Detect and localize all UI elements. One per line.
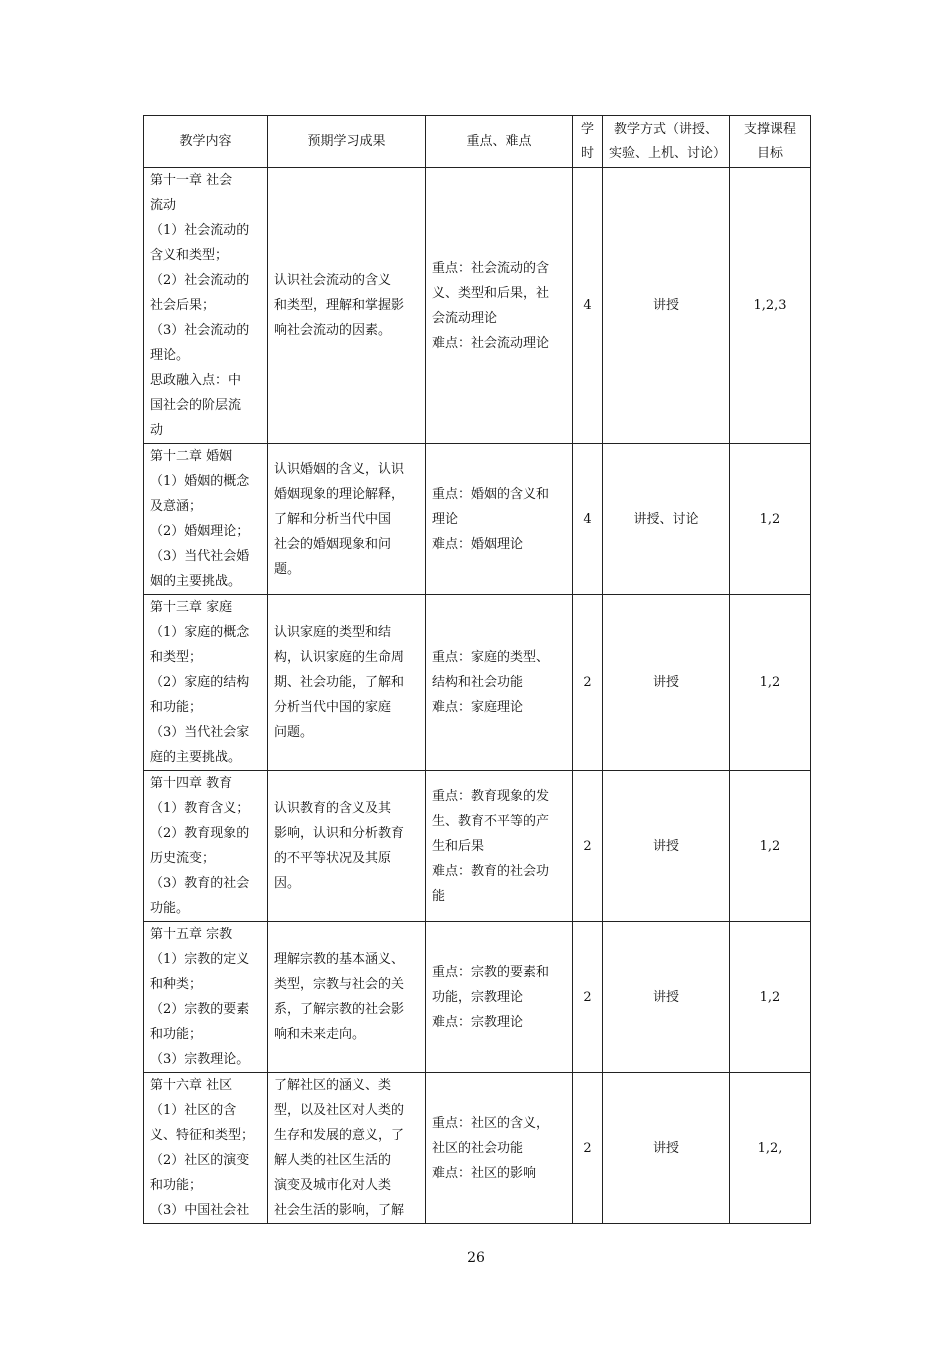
- cell-focus: 重点：社会流动的含 义、类型和后果，社 会流动理论 难点：社会流动理论: [426, 168, 573, 444]
- cell-method: 讲授: [603, 771, 730, 922]
- header-focus: 重点、难点: [426, 116, 573, 168]
- table-row: [144, 1073, 811, 1224]
- table-row: [144, 444, 811, 595]
- cell-content: 第十四章 教育 （1）教育含义； （2）教育现象的 历史流变； （3）教育的社会 功能。: [144, 771, 268, 922]
- cell-focus: 重点：家庭的类型、 结构和社会功能 难点：家庭理论: [426, 595, 573, 771]
- cell-hours: 2: [573, 771, 603, 922]
- cell-method: 讲授: [603, 168, 730, 444]
- cell-content: 第十六章 社区 （1）社区的含 义、特征和类型； （2）社区的演变 和功能； （3）中国社会社: [144, 1073, 268, 1224]
- table-row: [144, 922, 811, 1073]
- cell-target: 1,2: [730, 595, 811, 771]
- cell-hours: 2: [573, 922, 603, 1073]
- cell-outcome: 了解社区的涵义、类 型，以及社区对人类的 生存和发展的意义，了 解人类的社区生活的 演变及城市化对人类 社会生活的影响，了解: [268, 1073, 426, 1224]
- cell-content: 第十二章 婚姻 （1）婚姻的概念 及意涵； （2）婚姻理论； （3）当代社会婚 姻的主要挑战。: [144, 444, 268, 595]
- header-hours: 学 时: [573, 116, 603, 168]
- syllabus-table: [143, 115, 811, 1224]
- table-header-row: [144, 116, 811, 168]
- cell-outcome: 认识教育的含义及其 影响，认识和分析教育 的不平等状况及其原 因。: [268, 771, 426, 922]
- cell-target: 1,2,: [730, 1073, 811, 1224]
- cell-target: 1,2,3: [730, 168, 811, 444]
- cell-hours: 2: [573, 595, 603, 771]
- cell-outcome: 认识婚姻的含义，认识 婚姻现象的理论解释， 了解和分析当代中国 社会的婚姻现象和问 题。: [268, 444, 426, 595]
- cell-focus: 重点：宗教的要素和 功能，宗教理论 难点：宗教理论: [426, 922, 573, 1073]
- header-target: 支撑课程 目标: [730, 116, 811, 168]
- cell-outcome: 认识社会流动的含义 和类型，理解和掌握影 响社会流动的因素。: [268, 168, 426, 444]
- cell-hours: 4: [573, 444, 603, 595]
- header-content: 教学内容: [144, 116, 268, 168]
- cell-focus: 重点：社区的含义， 社区的社会功能 难点：社区的影响: [426, 1073, 573, 1224]
- table-row: [144, 771, 811, 922]
- header-outcome: 预期学习成果: [268, 116, 426, 168]
- cell-outcome: 认识家庭的类型和结 构，认识家庭的生命周 期、社会功能，了解和 分析当代中国的家庭 问题。: [268, 595, 426, 771]
- table-row: [144, 595, 811, 771]
- cell-hours: 4: [573, 168, 603, 444]
- table-row: [144, 168, 811, 444]
- cell-focus: 重点：婚姻的含义和 理论 难点：婚姻理论: [426, 444, 573, 595]
- cell-method: 讲授: [603, 595, 730, 771]
- cell-content: 第十五章 宗教 （1）宗教的定义 和种类； （2）宗教的要素 和功能； （3）宗教理论。: [144, 922, 268, 1073]
- cell-content: 第十三章 家庭 （1）家庭的概念 和类型； （2）家庭的结构 和功能； （3）当代社会家 庭的主要挑战。: [144, 595, 268, 771]
- cell-target: 1,2: [730, 771, 811, 922]
- cell-target: 1,2: [730, 922, 811, 1073]
- cell-focus: 重点：教育现象的发 生、教育不平等的产 生和后果 难点：教育的社会功 能: [426, 771, 573, 922]
- header-method: 教学方式（讲授、 实验、上机、讨论）: [603, 116, 730, 168]
- cell-hours: 2: [573, 1073, 603, 1224]
- page-number: 26: [467, 1250, 485, 1266]
- cell-content: 第十一章 社会 流动 （1）社会流动的 含义和类型； （2）社会流动的 社会后果； （3）社会流动的 理论。 思政融入点：中 国社会的阶层流 动: [144, 168, 268, 444]
- cell-outcome: 理解宗教的基本涵义、 类型，宗教与社会的关 系，了解宗教的社会影 响和未来走向。: [268, 922, 426, 1073]
- cell-target: 1,2: [730, 444, 811, 595]
- cell-method: 讲授、讨论: [603, 444, 730, 595]
- cell-method: 讲授: [603, 922, 730, 1073]
- cell-method: 讲授: [603, 1073, 730, 1224]
